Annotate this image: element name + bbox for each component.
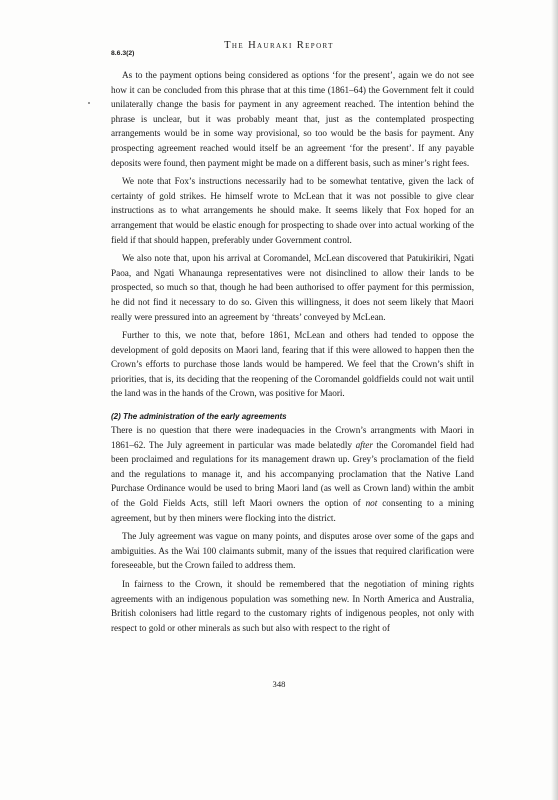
running-head: The Hauraki Report (224, 40, 334, 51)
paragraph-payment-options: As to the payment options being considered as options ‘for the present’, again we do not see how it can be concluded from this phrase that at this time (1861–64) the Government felt it could unilaterally change the basis for payment in any agreement reached. The intention behind the phrase is unclear, but it was probably meant that, just as the contemplated prospecting arrangements would be in some way provisional, so too would be the basis for payment. Any prospecting agreement reached would itself be an agreement ‘for the present’. If any payable deposits were found, then payment might be made on a different basis, such as miner’s right fees. (111, 70, 474, 168)
paragraph-july-agreement: The July agreement was vague on many points, and disputes arose over some of the gaps and ambiguities. As the Wai 100 claimants submit, many of the issues that required clarification were foreseeable, but the Crown failed to address them. (111, 531, 474, 571)
paragraph-text: consenting to a mining agreement, but by then miners were flocking into the district. (111, 498, 475, 523)
paragraph-inadequacies (111, 423, 474, 525)
paragraph-fairness: In fairness to the Crown, it should be remembered that the negotiation of mining rights agreements with an indigenous population was something new. In North America and Australia, British colonisers had little regard to the customary rights of indigenous peoples, not only with respect to gold or other minerals as such but also with respect to the right of (111, 579, 474, 633)
scan-mark (88, 102, 90, 104)
subheading-administration: (2) The administration of the early agreements (111, 412, 287, 422)
section-reference: 8.6.3(2) (111, 50, 135, 57)
emphasis-not: not (365, 498, 378, 509)
page-number: 348 (272, 679, 286, 689)
paragraph-fox-instructions: We note that Fox’s instructions necessarily had to be somewhat tentative, given the lack of certainty of gold strikes. He himself wrote to McLean that it was not possible to give clear instructions as to what arrangements he should make. It seems likely that Fox hoped for an arrangement that would be elastic enough for prospecting to shade over into actual working of the field if that should happen, preferably under Government control. (111, 176, 474, 245)
paragraph-crown-priorities: Further to this, we note that, before 1861, McLean and others had tended to oppose the development of gold deposits on Maori land, fearing that if this were allowed to happen then the Crown’s efforts to purchase those lands would be hampered. We feel that the Crown’s shift in priorities, that is, its deciding that the reopening of the Coromandel goldfields could not wait until the land was in the hands of the Crown, was positive for Maori. (111, 330, 474, 399)
body-text (111, 68, 474, 639)
paragraph-text: There is no question that there were inadequacies in the Crown’s arrangments with Maori in 1861–62. The July agreement in particular was made belatedly (111, 425, 474, 450)
paragraph-mclean-arrival: We also note that, upon his arrival at Coromandel, McLean discovered that Patukirikiri, Ngati Paoa, and Ngati Whanaunga representatives were not disinclined to allow their lands to be prospected, so much so that, though he had been authorised to offer payment for this permission, he did not find it necessary to do so. Given this willingness, it does not seem likely that Maori really were pressured into an agreement by ‘threats’ conveyed by McLean. (111, 253, 474, 322)
paragraph-text: the Coromandel field had been proclaimed and regulations for its management drawn up. Grey’s proclamation of the field and the regulations to manage it, and his accompanying proclamation that the Native Land Purchase Ordinance would be used to bring Maori land (as well as Crown land) within the ambit of the Gold Fields Acts, still left Maori owners the option of (111, 439, 474, 509)
emphasis-after: after (355, 439, 373, 450)
